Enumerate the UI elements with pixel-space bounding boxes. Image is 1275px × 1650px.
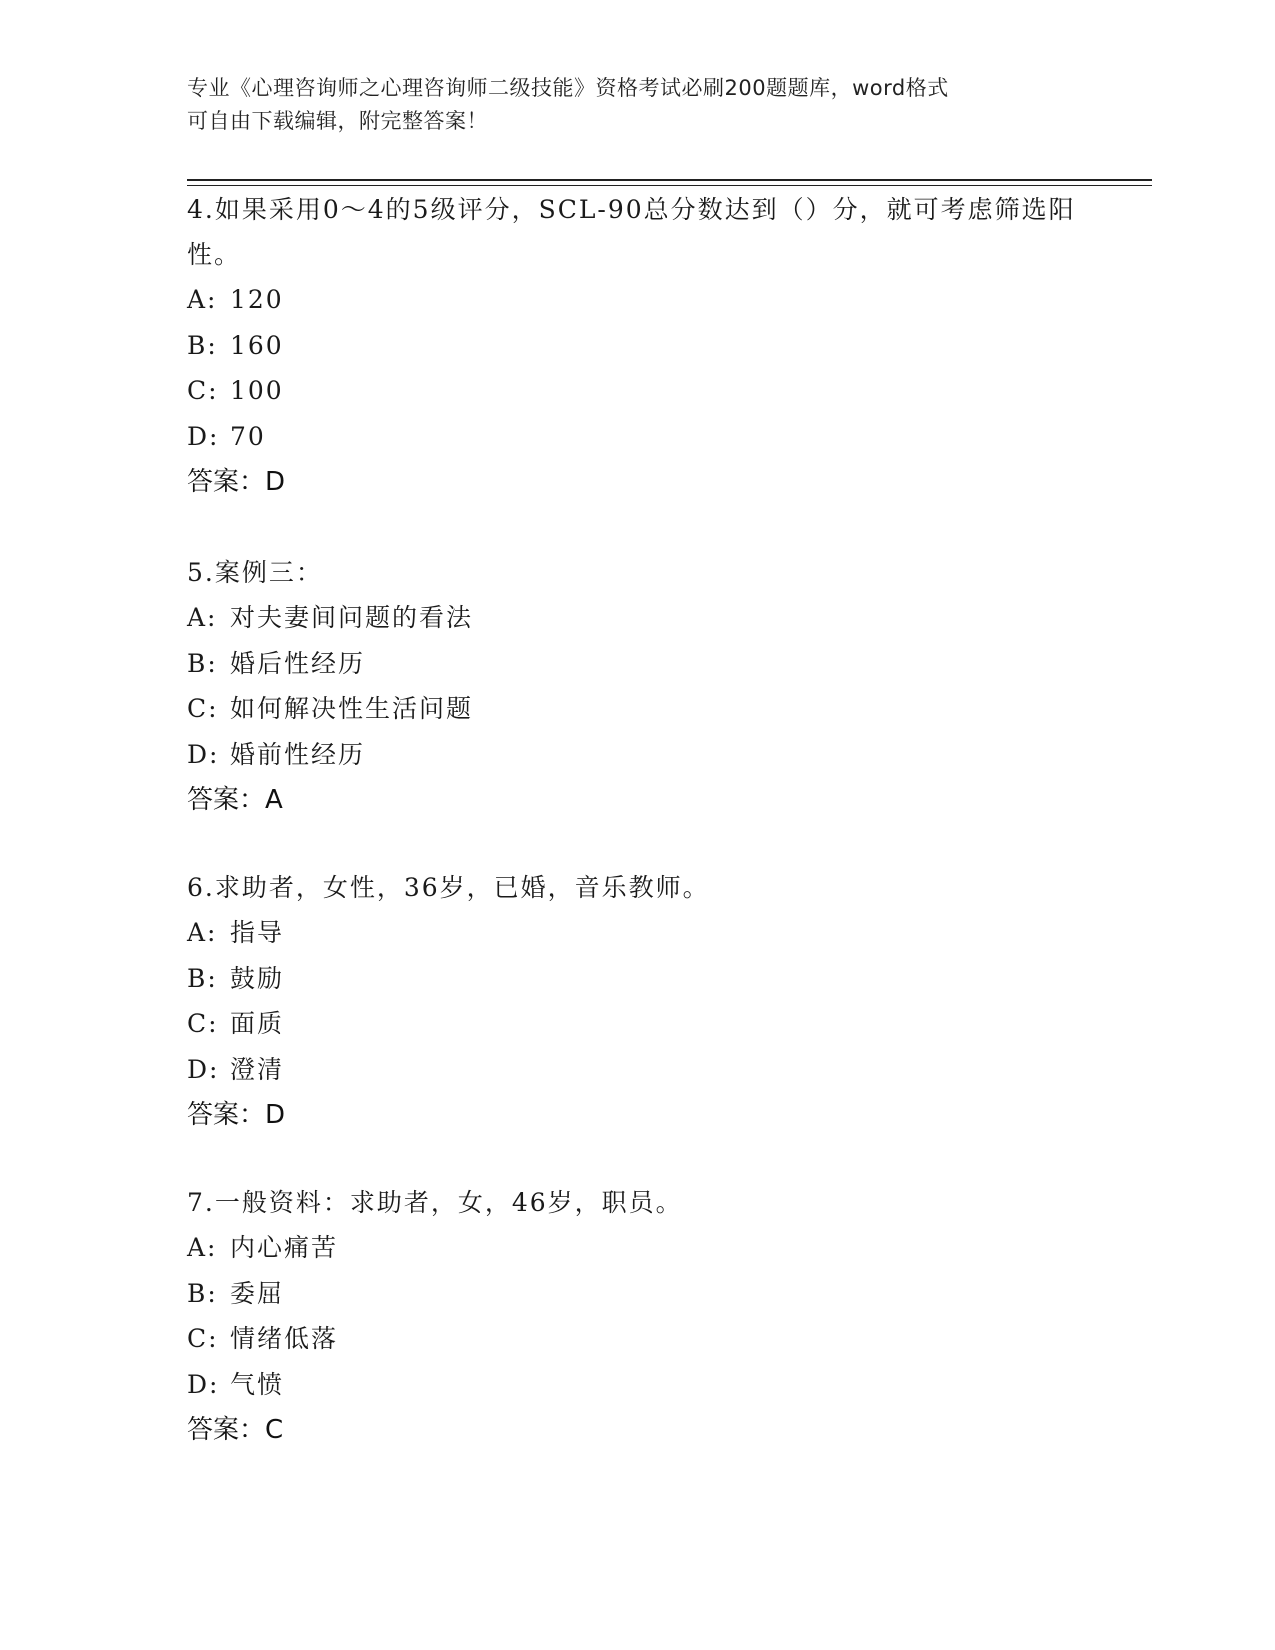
option-b <box>187 1271 1107 1317</box>
question-text: 7.一般资料：求助者，女，46岁，职员。 <box>187 1188 683 1217</box>
header-rule-thick <box>187 179 1152 181</box>
header-line-1: 专业《心理咨询师之心理咨询师二级技能》资格考试必刷200题题库，word格式 <box>187 76 949 100</box>
option-letter: A: <box>187 603 218 632</box>
answer-line: 答案：C <box>187 1415 284 1445</box>
option-b <box>187 641 1107 687</box>
option-letter: B: <box>187 963 218 993</box>
option-letter: B: <box>187 648 218 678</box>
option-letter: C: <box>187 376 219 405</box>
option-d <box>187 414 1107 460</box>
option-text: 120 <box>230 285 284 314</box>
option-letter: D: <box>187 1369 220 1399</box>
option-text: 如何解决性生活问题 <box>230 694 474 723</box>
option-letter: C: <box>187 1009 219 1038</box>
option-text: 70 <box>230 421 266 451</box>
option-text: 面质 <box>230 1009 285 1038</box>
question-item <box>187 187 1107 505</box>
option-letter: D: <box>187 739 220 769</box>
option-b <box>187 956 1107 1002</box>
option-letter: D: <box>187 1054 220 1084</box>
header-line-2: 可自由下载编辑，附完整答案！ <box>187 109 488 133</box>
answer-line: 答案：D <box>187 467 286 497</box>
option-text: 内心痛苦 <box>230 1233 339 1262</box>
question-text: 5.案例三： <box>187 558 323 587</box>
option-c <box>187 368 1107 414</box>
option-text: 婚前性经历 <box>230 739 366 769</box>
question-item <box>187 550 1107 823</box>
option-text: 委屈 <box>230 1278 285 1308</box>
option-text: 对夫妻间问题的看法 <box>230 603 474 632</box>
option-letter: A: <box>187 918 218 947</box>
option-d <box>187 732 1107 778</box>
option-letter: A: <box>187 285 218 314</box>
option-text: 情绪低落 <box>230 1324 339 1353</box>
option-text: 鼓励 <box>230 963 285 993</box>
option-d <box>187 1047 1107 1093</box>
option-a <box>187 277 1107 323</box>
option-letter: C: <box>187 1324 219 1353</box>
option-text: 婚后性经历 <box>230 648 366 678</box>
question-item <box>187 865 1107 1138</box>
document-header <box>187 72 1067 138</box>
header-rule-thin <box>187 185 1152 186</box>
option-c <box>187 686 1107 732</box>
option-a <box>187 1225 1107 1271</box>
option-a <box>187 910 1107 956</box>
option-a <box>187 595 1107 641</box>
question-text: 6.求助者，女性，36岁，已婚，音乐教师。 <box>187 873 710 902</box>
option-text: 100 <box>230 376 284 405</box>
option-text: 气愤 <box>230 1369 285 1399</box>
question-text: 4.如果采用0～4的5级评分，SCL-90总分数达到（）分，就可考虑筛选阳性。 <box>187 195 1076 269</box>
option-text: 澄清 <box>230 1054 285 1084</box>
option-c <box>187 1001 1107 1047</box>
answer-line: 答案：D <box>187 1100 286 1130</box>
option-text: 指导 <box>230 918 285 947</box>
option-letter: B: <box>187 1278 218 1308</box>
answer-line: 答案：A <box>187 785 283 815</box>
option-letter: A: <box>187 1233 218 1262</box>
option-text: 160 <box>230 330 284 360</box>
option-letter: B: <box>187 330 218 360</box>
question-item <box>187 1180 1107 1453</box>
option-d <box>187 1362 1107 1408</box>
option-letter: D: <box>187 421 220 451</box>
option-letter: C: <box>187 694 219 723</box>
option-b <box>187 323 1107 369</box>
option-c <box>187 1316 1107 1362</box>
